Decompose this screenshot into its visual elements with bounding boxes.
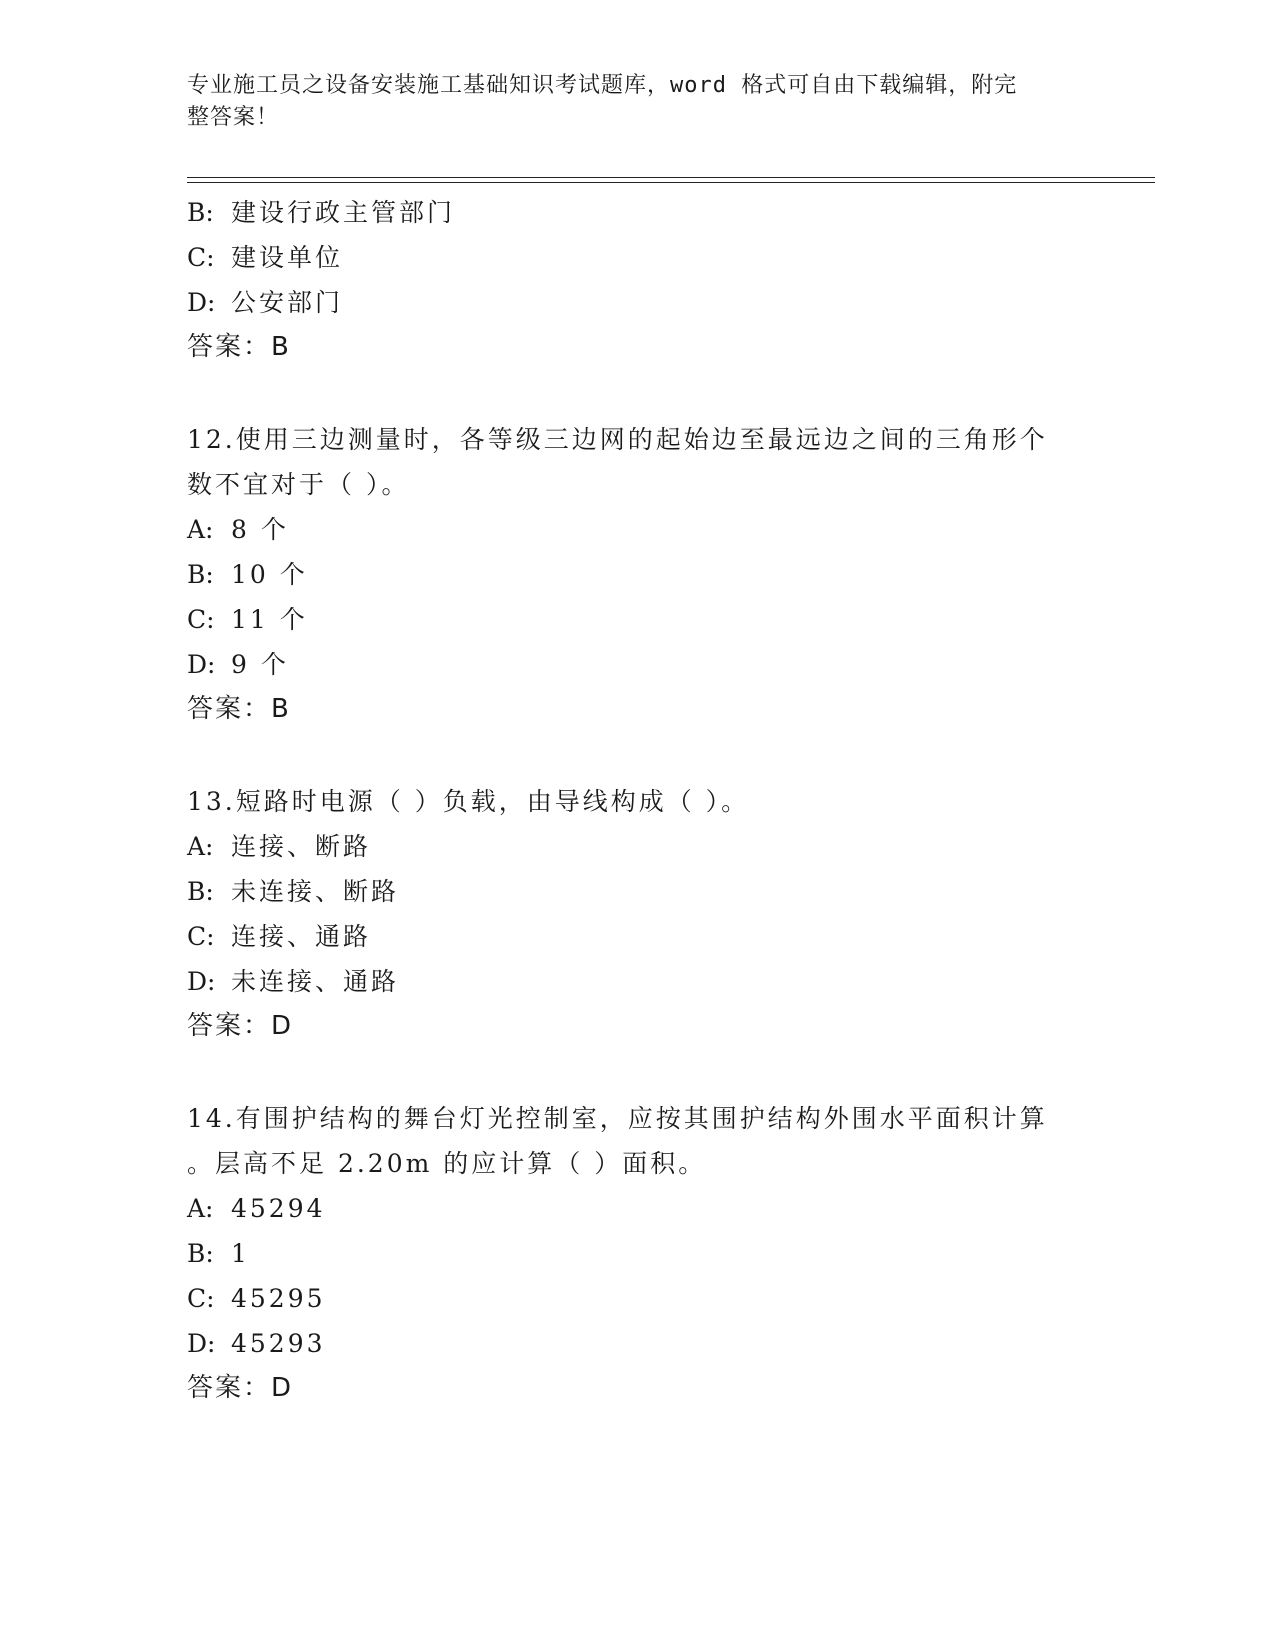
option-text: 45293 [231, 1329, 326, 1358]
option-d [187, 1321, 1087, 1366]
option-letter: A: [187, 515, 214, 544]
option-text: 建设行政主管部门 [231, 198, 456, 227]
option-letter: B: [187, 198, 214, 227]
option-text: 45294 [231, 1194, 326, 1223]
option-letter: D: [187, 967, 216, 996]
option-b [187, 869, 1087, 914]
header-line-2: 整答案！ [187, 105, 280, 130]
answer-line: 答案：D [187, 1011, 294, 1041]
option-d [187, 959, 1087, 1004]
option-letter: C: [187, 1284, 215, 1313]
option-letter: C: [187, 922, 215, 951]
answer-line: 答案：D [187, 1373, 294, 1403]
option-text: 连接、断路 [231, 832, 372, 861]
option-letter: B: [187, 1239, 214, 1268]
question-spacer [187, 732, 1087, 779]
option-c [187, 597, 1087, 642]
option-d [187, 280, 1087, 325]
answer-line: 答案：B [187, 332, 291, 362]
option-b [187, 1231, 1087, 1276]
option-letter: C: [187, 243, 215, 272]
question-14 [187, 1096, 1087, 1411]
header-line-1: 专业施工员之设备安装施工基础知识考试题库，word 格式可自由下载编辑，附完 [187, 73, 1018, 98]
question-13 [187, 779, 1087, 1049]
option-a [187, 824, 1087, 869]
option-d [187, 642, 1087, 687]
option-c [187, 235, 1087, 280]
option-c [187, 1276, 1087, 1321]
option-letter: B: [187, 877, 214, 906]
option-text: 9 个 [231, 650, 289, 679]
option-text: 11 个 [231, 605, 308, 634]
question-stem: 14.有围护结构的舞台灯光控制室，应按其围护结构外围水平面积计算 [187, 1104, 1048, 1133]
option-b [187, 190, 1087, 235]
option-text: 连接、通路 [231, 922, 372, 951]
question-spacer [187, 370, 1087, 417]
option-text: 未连接、断路 [231, 877, 400, 906]
option-text: 建设单位 [231, 243, 344, 272]
answer-line: 答案：B [187, 694, 291, 724]
option-text: 1 [231, 1239, 250, 1268]
question-12 [187, 417, 1087, 732]
option-letter: B: [187, 560, 214, 589]
option-c [187, 914, 1087, 959]
option-text: 未连接、通路 [231, 967, 400, 996]
option-letter: D: [187, 650, 216, 679]
question-list [187, 190, 1087, 1411]
document-header [187, 70, 1067, 134]
option-letter: A: [187, 832, 214, 861]
question-stem: 13.短路时电源（ ）负载，由导线构成（ ）。 [187, 787, 750, 816]
question-stem-continued: 数不宜对于（ ）。 [187, 470, 410, 499]
header-divider-top [187, 177, 1155, 178]
option-letter: D: [187, 288, 216, 317]
question-11-tail [187, 190, 1087, 370]
option-text: 10 个 [231, 560, 308, 589]
option-letter: D: [187, 1329, 216, 1358]
header-divider-bottom [187, 182, 1155, 183]
option-letter: C: [187, 605, 215, 634]
option-letter: A: [187, 1194, 214, 1223]
option-b [187, 552, 1087, 597]
question-stem-continued: 。层高不足 2.20m 的应计算（ ）面积。 [187, 1149, 707, 1178]
option-text: 公安部门 [231, 288, 344, 317]
option-a [187, 507, 1087, 552]
option-text: 45295 [231, 1284, 326, 1313]
option-a [187, 1186, 1087, 1231]
question-spacer [187, 1049, 1087, 1096]
option-text: 8 个 [231, 515, 289, 544]
question-stem: 12.使用三边测量时，各等级三边网的起始边至最远边之间的三角形个 [187, 425, 1048, 454]
